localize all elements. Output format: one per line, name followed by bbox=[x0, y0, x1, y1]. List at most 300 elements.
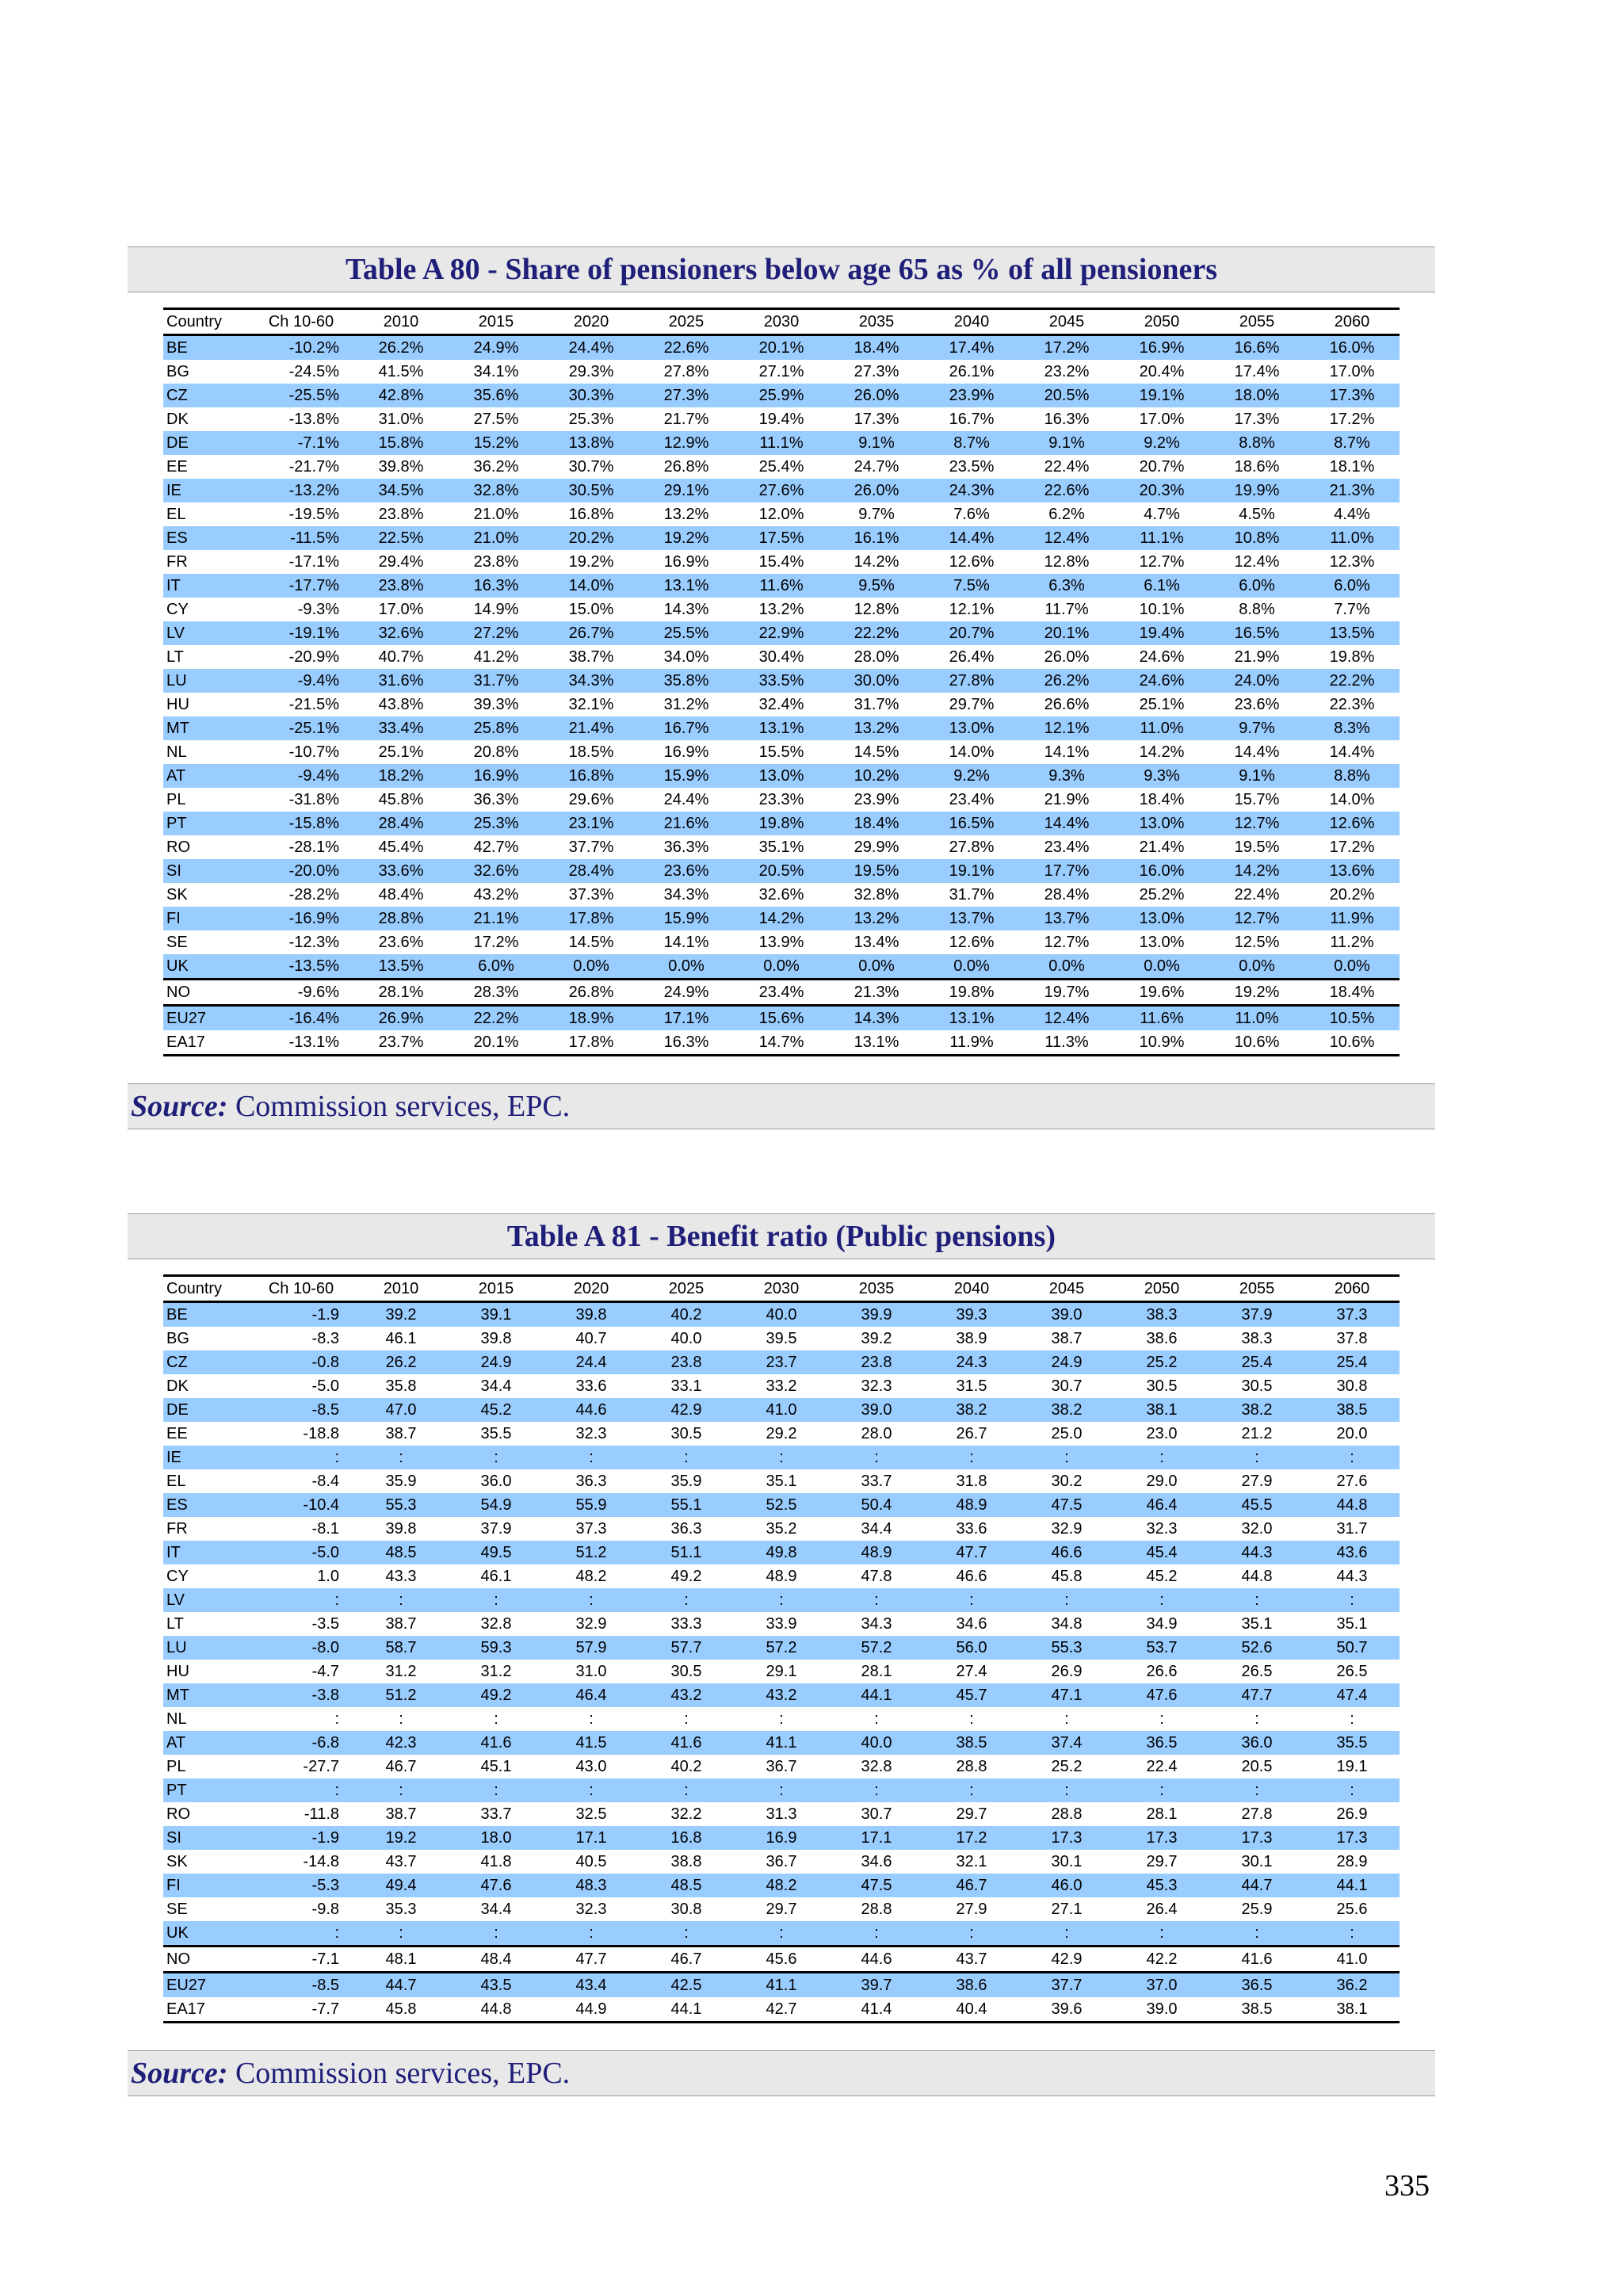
value-cell: 23.4% bbox=[1044, 839, 1090, 856]
table-row bbox=[163, 1683, 1400, 1707]
value-cell: 19.8% bbox=[1329, 648, 1375, 666]
value-cell: 49.8 bbox=[734, 1541, 829, 1564]
value-cell: 37.3 bbox=[575, 1520, 607, 1538]
value-cell: 21.3% bbox=[1304, 479, 1400, 502]
value-cell: 29.1% bbox=[639, 479, 734, 502]
value-cell: -24.5% bbox=[288, 363, 339, 380]
value-cell: 38.7 bbox=[385, 1805, 417, 1823]
table-row bbox=[163, 431, 1400, 455]
value-cell: 48.5 bbox=[353, 1541, 449, 1564]
value-cell: -25.1% bbox=[249, 716, 353, 740]
value-cell: 23.4% bbox=[734, 980, 829, 1006]
value-cell: 0.0% bbox=[924, 954, 1019, 980]
value-cell: 25.8% bbox=[449, 716, 544, 740]
value-cell: 21.7% bbox=[663, 411, 709, 428]
value-cell: : bbox=[249, 1446, 353, 1469]
value-cell: 49.2 bbox=[449, 1683, 544, 1707]
value-cell: 30.3% bbox=[544, 384, 639, 407]
value-cell: 45.1 bbox=[480, 1758, 512, 1775]
value-cell: 10.2% bbox=[829, 764, 924, 788]
table-row bbox=[163, 645, 1400, 669]
value-cell: -8.5 bbox=[249, 1973, 353, 1998]
value-cell: : bbox=[1114, 1778, 1209, 1802]
value-cell: 47.7 bbox=[1209, 1683, 1304, 1707]
value-cell: 20.7% bbox=[1139, 458, 1185, 476]
value-cell: -9.3% bbox=[297, 601, 339, 618]
value-cell: 26.2% bbox=[1019, 669, 1114, 693]
value-cell: 8.3% bbox=[1304, 716, 1400, 740]
value-cell: 38.7% bbox=[568, 648, 614, 666]
value-cell: 13.1% bbox=[734, 716, 829, 740]
value-cell: : bbox=[1019, 1446, 1114, 1469]
value-cell: 16.9% bbox=[663, 553, 709, 571]
value-cell: 26.4% bbox=[949, 648, 995, 666]
column-header: 2060 bbox=[1304, 309, 1400, 335]
value-cell: 27.8 bbox=[1241, 1805, 1273, 1823]
value-cell: 46.7 bbox=[639, 1946, 734, 1973]
value-cell: 14.1% bbox=[663, 934, 709, 951]
value-cell: 46.7 bbox=[924, 1874, 1019, 1897]
value-cell: 19.2 bbox=[353, 1826, 449, 1850]
value-cell: 34.4 bbox=[480, 1377, 512, 1395]
value-cell: 41.5% bbox=[378, 363, 424, 380]
value-cell: -5.0 bbox=[249, 1541, 353, 1564]
value-cell: 29.9% bbox=[854, 839, 899, 856]
value-cell: 17.2% bbox=[1329, 839, 1375, 856]
country-cell: SK bbox=[166, 886, 188, 904]
table-row bbox=[163, 1006, 1400, 1031]
value-cell: 6.0% bbox=[449, 954, 544, 980]
table-80-source bbox=[128, 1089, 570, 1124]
value-cell: 58.7 bbox=[353, 1636, 449, 1660]
value-cell: 13.0% bbox=[924, 716, 1019, 740]
value-cell: 22.4% bbox=[1044, 458, 1090, 476]
value-cell: 45.5 bbox=[1209, 1493, 1304, 1517]
value-cell: 13.0% bbox=[1139, 934, 1185, 951]
country-cell: FI bbox=[163, 907, 249, 930]
value-cell: -8.4 bbox=[311, 1473, 339, 1490]
table-row bbox=[163, 598, 1400, 621]
value-cell: 10.6% bbox=[1304, 1030, 1400, 1056]
value-cell: -6.8 bbox=[249, 1731, 353, 1755]
value-cell: 31.2 bbox=[480, 1663, 512, 1680]
value-cell: 32.9 bbox=[575, 1615, 607, 1633]
table-80 bbox=[163, 308, 1400, 1056]
value-cell: 30.8 bbox=[670, 1901, 702, 1918]
value-cell: 14.9% bbox=[473, 601, 519, 618]
value-cell: 25.9% bbox=[734, 384, 829, 407]
value-cell: 44.3 bbox=[1209, 1541, 1304, 1564]
value-cell: 7.5% bbox=[924, 574, 1019, 598]
value-cell: 32.3 bbox=[1146, 1520, 1178, 1538]
value-cell: : bbox=[1209, 1778, 1304, 1802]
country-cell: FR bbox=[166, 553, 188, 571]
value-cell: 43.7 bbox=[385, 1853, 417, 1870]
value-cell: 16.9% bbox=[663, 743, 709, 761]
value-cell: 41.6 bbox=[639, 1731, 734, 1755]
table-row bbox=[163, 479, 1400, 502]
value-cell: -5.0 bbox=[311, 1377, 339, 1395]
country-cell: PL bbox=[166, 1758, 186, 1775]
value-cell: 0.0% bbox=[734, 954, 829, 980]
value-cell: 48.9 bbox=[766, 1568, 797, 1585]
value-cell: 27.8% bbox=[949, 839, 995, 856]
value-cell: 20.5% bbox=[1019, 384, 1114, 407]
value-cell: -7.1 bbox=[249, 1946, 353, 1973]
value-cell: 43.8% bbox=[378, 696, 424, 713]
value-cell: 26.4 bbox=[1146, 1901, 1178, 1918]
value-cell: 57.9 bbox=[544, 1636, 639, 1660]
value-cell: 26.0% bbox=[1044, 648, 1090, 666]
table-row bbox=[163, 1755, 1400, 1778]
country-cell: BG bbox=[166, 1330, 189, 1347]
value-cell: 18.5% bbox=[568, 743, 614, 761]
value-cell: 12.1% bbox=[949, 601, 995, 618]
value-cell: 16.8% bbox=[544, 764, 639, 788]
value-cell: : bbox=[1209, 1446, 1304, 1469]
value-cell: 22.6% bbox=[639, 335, 734, 361]
value-cell: 16.5% bbox=[924, 812, 1019, 835]
value-cell: 26.8% bbox=[663, 458, 709, 476]
value-cell: 17.1 bbox=[544, 1826, 639, 1850]
value-cell: -13.2% bbox=[249, 479, 353, 502]
value-cell: 9.5% bbox=[829, 574, 924, 598]
value-cell: 31.7% bbox=[949, 886, 995, 904]
value-cell: -1.9 bbox=[249, 1826, 353, 1850]
value-cell: 13.7% bbox=[924, 907, 1019, 930]
value-cell: 12.5% bbox=[1234, 934, 1280, 951]
country-cell: CZ bbox=[163, 1350, 249, 1374]
value-cell: 41.5 bbox=[544, 1731, 639, 1755]
value-cell: 29.4% bbox=[378, 553, 424, 571]
value-cell: 30.5 bbox=[670, 1663, 702, 1680]
value-cell: 0.0% bbox=[1209, 954, 1304, 980]
value-cell: 42.7 bbox=[734, 1997, 829, 2023]
country-cell: ES bbox=[163, 1493, 249, 1517]
value-cell: -10.2% bbox=[249, 335, 353, 361]
value-cell: 32.3 bbox=[575, 1425, 607, 1442]
value-cell: 21.4% bbox=[544, 716, 639, 740]
value-cell: : bbox=[1114, 1446, 1209, 1469]
value-cell: 30.7 bbox=[861, 1805, 892, 1823]
value-cell: 24.4% bbox=[544, 335, 639, 361]
value-cell: 17.3 bbox=[1019, 1826, 1114, 1850]
value-cell: 38.2 bbox=[924, 1398, 1019, 1422]
table-row bbox=[163, 526, 1400, 550]
value-cell: 13.6% bbox=[1304, 859, 1400, 883]
table-row bbox=[163, 502, 1400, 526]
value-cell: 14.4% bbox=[1234, 743, 1280, 761]
value-cell: 36.0 bbox=[480, 1473, 512, 1490]
value-cell: 47.0 bbox=[353, 1398, 449, 1422]
value-cell: -18.8 bbox=[303, 1425, 339, 1442]
value-cell: 16.0% bbox=[1114, 859, 1209, 883]
value-cell: 56.0 bbox=[924, 1636, 1019, 1660]
value-cell: 40.0 bbox=[670, 1330, 702, 1347]
value-cell: -21.5% bbox=[288, 696, 339, 713]
country-cell: EL bbox=[166, 1473, 186, 1490]
value-cell: 23.9% bbox=[854, 791, 899, 808]
value-cell: 0.0% bbox=[544, 954, 639, 980]
value-cell: 25.3% bbox=[568, 411, 614, 428]
value-cell: 23.8 bbox=[639, 1350, 734, 1374]
column-header: 2040 bbox=[924, 309, 1019, 335]
country-cell: SK bbox=[166, 1853, 188, 1870]
value-cell: 11.6% bbox=[1114, 1006, 1209, 1031]
value-cell: 32.8 bbox=[480, 1615, 512, 1633]
value-cell: 32.0 bbox=[1241, 1520, 1273, 1538]
value-cell: 36.3% bbox=[663, 839, 709, 856]
value-cell: 42.9 bbox=[639, 1398, 734, 1422]
country-cell: LV bbox=[163, 621, 249, 645]
value-cell: 14.3% bbox=[663, 601, 709, 618]
table-81-source-text: Commission services, EPC. bbox=[235, 2057, 571, 2090]
value-cell: 39.0 bbox=[1019, 1302, 1114, 1328]
value-cell: 35.2 bbox=[766, 1520, 797, 1538]
value-cell: 31.7 bbox=[1336, 1520, 1368, 1538]
value-cell: 23.8 bbox=[829, 1350, 924, 1374]
value-cell: 0.0% bbox=[1019, 954, 1114, 980]
table-row bbox=[163, 1612, 1400, 1636]
value-cell: 45.6 bbox=[734, 1946, 829, 1973]
value-cell: 17.3 bbox=[1304, 1826, 1400, 1850]
value-cell: 30.1 bbox=[1051, 1853, 1083, 1870]
value-cell: 23.5% bbox=[949, 458, 995, 476]
value-cell: 19.2% bbox=[639, 526, 734, 550]
value-cell: 43.4 bbox=[544, 1973, 639, 1998]
value-cell: 16.7% bbox=[949, 411, 995, 428]
table-row bbox=[163, 1469, 1400, 1493]
value-cell: 27.1% bbox=[758, 363, 804, 380]
value-cell: 40.2 bbox=[670, 1758, 702, 1775]
value-cell: 23.3% bbox=[758, 791, 804, 808]
value-cell: 40.0 bbox=[734, 1302, 829, 1328]
value-cell: : bbox=[684, 1710, 689, 1728]
value-cell: 27.8% bbox=[663, 363, 709, 380]
table-row bbox=[163, 407, 1400, 431]
value-cell: 16.9 bbox=[734, 1826, 829, 1850]
column-header: 2015 bbox=[449, 1276, 544, 1302]
value-cell: -8.5 bbox=[249, 1398, 353, 1422]
value-cell: 12.4% bbox=[1019, 526, 1114, 550]
value-cell: 17.2 bbox=[924, 1826, 1019, 1850]
country-cell: PL bbox=[166, 791, 186, 808]
value-cell: 39.3% bbox=[473, 696, 519, 713]
value-cell: 11.1% bbox=[734, 431, 829, 455]
value-cell: 22.6% bbox=[1019, 479, 1114, 502]
value-cell: 25.2% bbox=[1139, 886, 1185, 904]
value-cell: 42.3 bbox=[353, 1731, 449, 1755]
value-cell: 39.7 bbox=[829, 1973, 924, 1998]
value-cell: 49.2 bbox=[670, 1568, 702, 1585]
value-cell: 4.5% bbox=[1239, 506, 1275, 523]
value-cell: 17.3% bbox=[854, 411, 899, 428]
column-header: Ch 10-60 bbox=[249, 309, 353, 335]
value-cell: 12.0% bbox=[758, 506, 804, 523]
value-cell: 19.4% bbox=[1114, 621, 1209, 645]
value-cell: 26.2 bbox=[353, 1350, 449, 1374]
value-cell: 27.1 bbox=[1051, 1901, 1083, 1918]
table-row bbox=[163, 1327, 1400, 1350]
value-cell: 22.4 bbox=[1146, 1758, 1178, 1775]
country-cell: FR bbox=[166, 1520, 188, 1538]
value-cell: 23.6% bbox=[639, 859, 734, 883]
value-cell: 39.9 bbox=[829, 1302, 924, 1328]
value-cell: 18.4% bbox=[829, 335, 924, 361]
value-cell: 55.3 bbox=[353, 1493, 449, 1517]
value-cell: 17.8% bbox=[544, 907, 639, 930]
value-cell: 17.7% bbox=[1019, 859, 1114, 883]
value-cell: 14.5% bbox=[854, 743, 899, 761]
value-cell: 48.1 bbox=[353, 1946, 449, 1973]
value-cell: 18.0 bbox=[449, 1826, 544, 1850]
value-cell: 25.2 bbox=[1114, 1350, 1209, 1374]
value-cell: : bbox=[1019, 1921, 1114, 1946]
value-cell: -25.5% bbox=[249, 384, 353, 407]
value-cell: 18.2% bbox=[353, 764, 449, 788]
value-cell: 35.8 bbox=[385, 1377, 417, 1395]
value-cell: 37.7 bbox=[1019, 1973, 1114, 1998]
value-cell: 28.0% bbox=[854, 648, 899, 666]
value-cell: 31.0 bbox=[575, 1663, 607, 1680]
value-cell: 35.8% bbox=[639, 669, 734, 693]
value-cell: 47.7 bbox=[544, 1946, 639, 1973]
country-cell: NO bbox=[163, 1946, 249, 1973]
value-cell: : bbox=[924, 1778, 1019, 1802]
value-cell: 30.5% bbox=[544, 479, 639, 502]
value-cell: 43.5 bbox=[449, 1973, 544, 1998]
value-cell: 10.6% bbox=[1209, 1030, 1304, 1056]
value-cell: 35.5 bbox=[1304, 1731, 1400, 1755]
value-cell: 12.7% bbox=[1044, 934, 1090, 951]
value-cell: 27.9 bbox=[956, 1901, 987, 1918]
value-cell: 14.4% bbox=[1329, 743, 1375, 761]
value-cell: : bbox=[353, 1588, 449, 1612]
value-cell: 35.9 bbox=[385, 1473, 417, 1490]
value-cell: -5.3 bbox=[249, 1874, 353, 1897]
value-cell: 46.0 bbox=[1019, 1874, 1114, 1897]
value-cell: -10.7% bbox=[288, 743, 339, 761]
value-cell: 28.4% bbox=[353, 812, 449, 835]
table-row bbox=[163, 716, 1400, 740]
value-cell: -31.8% bbox=[288, 791, 339, 808]
value-cell: 13.0% bbox=[1114, 812, 1209, 835]
value-cell: 19.1 bbox=[1336, 1758, 1368, 1775]
value-cell: : bbox=[734, 1778, 829, 1802]
country-cell: ES bbox=[163, 526, 249, 550]
value-cell: 24.6% bbox=[1139, 648, 1185, 666]
column-header: 2020 bbox=[544, 1276, 639, 1302]
value-cell: 20.8% bbox=[473, 743, 519, 761]
value-cell: 14.3% bbox=[829, 1006, 924, 1031]
value-cell: 34.1% bbox=[473, 363, 519, 380]
value-cell: 24.3% bbox=[924, 479, 1019, 502]
value-cell: 50.4 bbox=[829, 1493, 924, 1517]
value-cell: 47.5 bbox=[829, 1874, 924, 1897]
value-cell: 16.3% bbox=[639, 1030, 734, 1056]
value-cell: 46.6 bbox=[956, 1568, 987, 1585]
value-cell: 37.9 bbox=[1209, 1302, 1304, 1328]
value-cell: 33.1 bbox=[670, 1377, 702, 1395]
country-cell: SE bbox=[166, 1901, 188, 1918]
value-cell: 36.3 bbox=[575, 1473, 607, 1490]
value-cell: 28.1 bbox=[861, 1663, 892, 1680]
value-cell: 6.0% bbox=[1304, 574, 1400, 598]
column-header: 2045 bbox=[1019, 309, 1114, 335]
value-cell: 14.4% bbox=[924, 526, 1019, 550]
value-cell: 37.8 bbox=[1336, 1330, 1368, 1347]
value-cell: 36.2 bbox=[1304, 1973, 1400, 1998]
value-cell: 54.9 bbox=[449, 1493, 544, 1517]
value-cell: : bbox=[449, 1921, 544, 1946]
value-cell: 22.2% bbox=[1304, 669, 1400, 693]
table-row bbox=[163, 859, 1400, 883]
value-cell: 33.6 bbox=[956, 1520, 987, 1538]
value-cell: 32.3 bbox=[575, 1901, 607, 1918]
value-cell: 19.6% bbox=[1114, 980, 1209, 1006]
value-cell: : bbox=[779, 1710, 784, 1728]
value-cell: : bbox=[1064, 1710, 1069, 1728]
value-cell: 46.7 bbox=[385, 1758, 417, 1775]
value-cell: : bbox=[829, 1778, 924, 1802]
column-header: 2030 bbox=[734, 1276, 829, 1302]
value-cell: 25.9 bbox=[1241, 1901, 1273, 1918]
value-cell: : bbox=[1209, 1921, 1304, 1946]
country-cell: NL bbox=[166, 1710, 187, 1728]
value-cell: 11.2% bbox=[1330, 934, 1374, 951]
table-row bbox=[163, 1826, 1400, 1850]
value-cell: -13.1% bbox=[249, 1030, 353, 1056]
value-cell: 9.3% bbox=[1114, 764, 1209, 788]
value-cell: 14.2% bbox=[1139, 743, 1185, 761]
value-cell: 42.5 bbox=[639, 1973, 734, 1998]
value-cell: 14.2% bbox=[734, 907, 829, 930]
country-cell: HU bbox=[166, 696, 189, 713]
value-cell: 13.2% bbox=[829, 907, 924, 930]
value-cell: 24.4 bbox=[544, 1350, 639, 1374]
country-cell: EA17 bbox=[163, 1030, 249, 1056]
table-row bbox=[163, 1897, 1400, 1921]
value-cell: 16.8% bbox=[568, 506, 614, 523]
value-cell: 8.7% bbox=[924, 431, 1019, 455]
value-cell: 34.3 bbox=[861, 1615, 892, 1633]
value-cell: 46.4 bbox=[544, 1683, 639, 1707]
value-cell: 26.0% bbox=[829, 479, 924, 502]
value-cell: : bbox=[1304, 1778, 1400, 1802]
table-81-source bbox=[128, 2056, 570, 2091]
value-cell: 25.6 bbox=[1336, 1901, 1368, 1918]
country-cell: PT bbox=[163, 1778, 249, 1802]
value-cell: 35.1 bbox=[1336, 1615, 1368, 1633]
table-row bbox=[163, 455, 1400, 479]
value-cell: 23.6% bbox=[378, 934, 424, 951]
value-cell: 25.1% bbox=[378, 743, 424, 761]
value-cell: 14.7% bbox=[734, 1030, 829, 1056]
value-cell: 25.1% bbox=[1139, 696, 1185, 713]
value-cell: 23.0 bbox=[1146, 1425, 1178, 1442]
value-cell: 9.1% bbox=[1209, 764, 1304, 788]
value-cell: 4.4% bbox=[1334, 506, 1370, 523]
value-cell: 52.6 bbox=[1209, 1636, 1304, 1660]
value-cell: 31.0% bbox=[378, 411, 424, 428]
value-cell: 37.3 bbox=[1304, 1302, 1400, 1328]
value-cell: 14.0% bbox=[544, 574, 639, 598]
value-cell: 28.8 bbox=[861, 1901, 892, 1918]
country-cell: LT bbox=[166, 648, 184, 666]
value-cell: 25.4 bbox=[1209, 1350, 1304, 1374]
value-cell: 45.7 bbox=[924, 1683, 1019, 1707]
country-cell: DK bbox=[166, 411, 189, 428]
